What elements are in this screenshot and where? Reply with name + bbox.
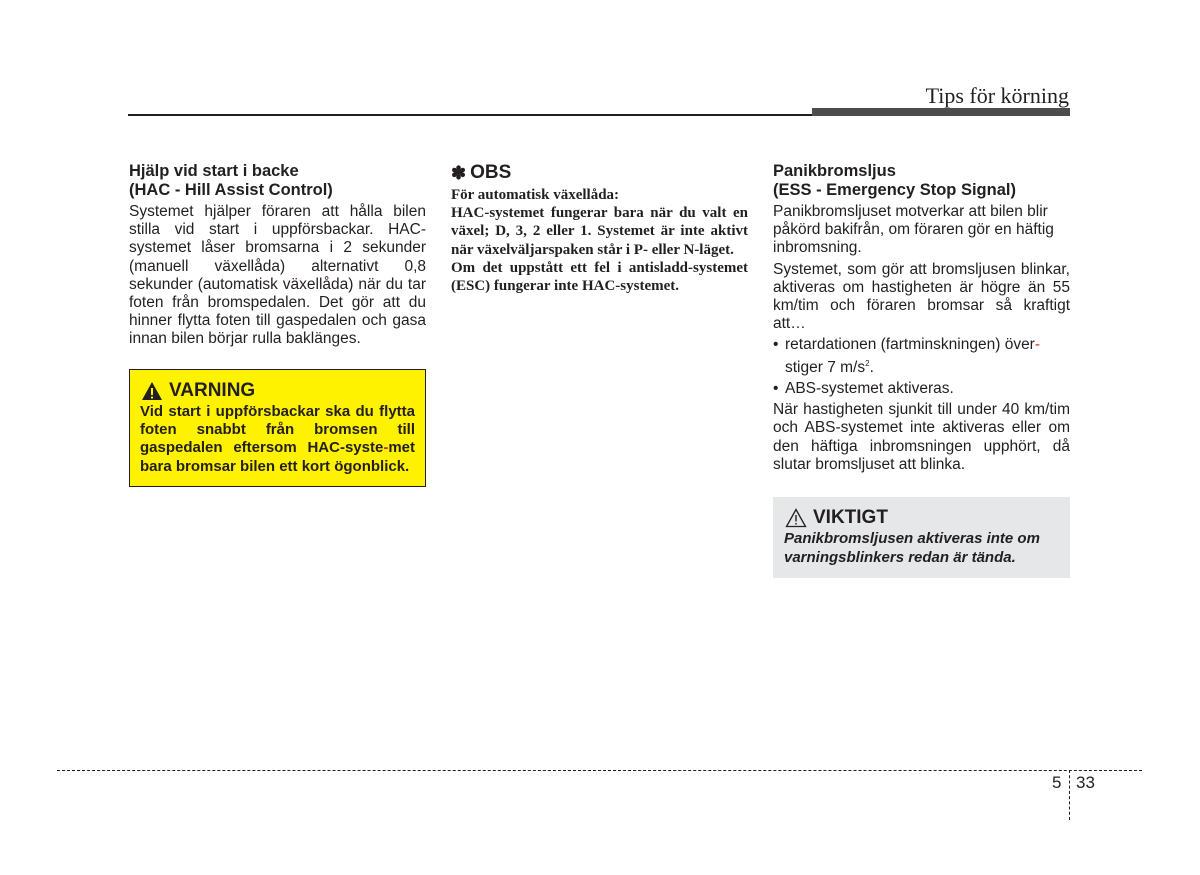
caution-triangle-icon bbox=[785, 508, 807, 528]
warning-title: VARNING bbox=[169, 379, 256, 401]
bullet-item bbox=[773, 380, 1070, 398]
warning-text bbox=[140, 403, 415, 476]
viktigt-title: VIKTIGT bbox=[813, 507, 888, 528]
footer-rule bbox=[57, 770, 1142, 771]
obs-header bbox=[451, 162, 748, 184]
section-title: Tips för körning bbox=[925, 83, 1069, 108]
bullet-text bbox=[785, 336, 1070, 377]
bullet-dot: • bbox=[773, 379, 779, 397]
asterisk-icon: ✽ bbox=[451, 163, 467, 183]
obs-para-2: Om det uppstått ett fel i antisladd-systemet (ESC) fungerar inte HAC-systemet. bbox=[451, 259, 748, 295]
warning-text-a: Vid start i uppförsbackar ska du flytta foten snabbt från bromsen till gaspedalen eftersom HAC-syste bbox=[140, 402, 415, 457]
page-number: 33 bbox=[1076, 773, 1095, 792]
ess-heading-line2: (ESS - Emergency Stop Signal) bbox=[773, 181, 1016, 199]
warning-triangle-icon bbox=[141, 381, 163, 401]
footer-divider bbox=[1069, 770, 1070, 820]
bullet-hyphen: - bbox=[1034, 336, 1041, 354]
warning-header bbox=[140, 380, 415, 402]
ess-para-2: Systemet, som gör att bromsljusen blinkar, aktiveras om hastigheten är högre än 55 km/tim och föraren bromsar så kraftigt att… bbox=[773, 260, 1070, 333]
bullet-dot: • bbox=[773, 336, 779, 354]
obs-title: OBS bbox=[470, 162, 512, 183]
bullet-text: ABS-systemet aktiveras. bbox=[785, 379, 954, 397]
warning-box bbox=[129, 369, 426, 487]
viktigt-box bbox=[773, 497, 1070, 578]
header-rule bbox=[128, 114, 812, 116]
ess-heading bbox=[773, 162, 1070, 200]
middle-column bbox=[451, 162, 748, 295]
warning-text-b: met bara bromsar bilen ett kort ögonblick. bbox=[140, 439, 415, 475]
ess-heading-line1: Panikbromsljus bbox=[773, 162, 896, 180]
right-column bbox=[773, 162, 1070, 578]
header-accent-bar bbox=[812, 108, 1070, 116]
bullet-text-c: . bbox=[869, 358, 874, 376]
hac-heading-line2: (HAC - Hill Assist Control) bbox=[129, 181, 333, 199]
hac-body: Systemet hjälper föraren att hålla bilen stilla vid start i uppförsbackar. HAC-systemet låser bromsarna i 2 sekunder (manuell växellåda) alternativt 0,8 sekunder (automatisk växellåda) när du tar foten från bromspedalen. Det gör att du hinner flytta foten till gaspedalen och gasa innan bilen börjar rulla baklänges. bbox=[129, 203, 426, 348]
bullet-text-b: stiger 7 m/s bbox=[785, 358, 866, 376]
ess-para-1: Panikbromsljuset motverkar att bilen blir påkörd bakifrån, om föraren gör en häftig inbromsning. bbox=[773, 203, 1054, 257]
viktigt-text: Panikbromsljusen aktiveras inte om varningsblinkers redan är tända. bbox=[784, 530, 1040, 566]
ess-para-3: När hastigheten sjunkit till under 40 km/tim och ABS-systemet inte aktiveras eller om den häftiga inbromsningen upphört, då slutar bromsljuset att blinka. bbox=[773, 401, 1070, 473]
bullet-superscript: 2 bbox=[865, 358, 870, 368]
viktigt-header bbox=[784, 507, 1060, 529]
warning-hyphen: - bbox=[383, 439, 389, 457]
bullet-item bbox=[773, 336, 1070, 377]
hac-heading bbox=[129, 162, 426, 200]
bullet-text-a: retardationen (fartminskningen) över bbox=[785, 336, 1035, 354]
obs-para-1: HAC-systemet fungerar bara när du valt en växel; D, 3, 2 eller 1. Systemet är inte aktivt när växelväljarspaken står i P- eller N-läget. bbox=[451, 205, 748, 258]
chapter-number: 5 bbox=[1052, 773, 1062, 792]
obs-subheading: För automatisk växellåda: bbox=[451, 187, 620, 203]
hac-heading-line1: Hjälp vid start i backe bbox=[129, 162, 299, 180]
left-column bbox=[129, 162, 426, 487]
